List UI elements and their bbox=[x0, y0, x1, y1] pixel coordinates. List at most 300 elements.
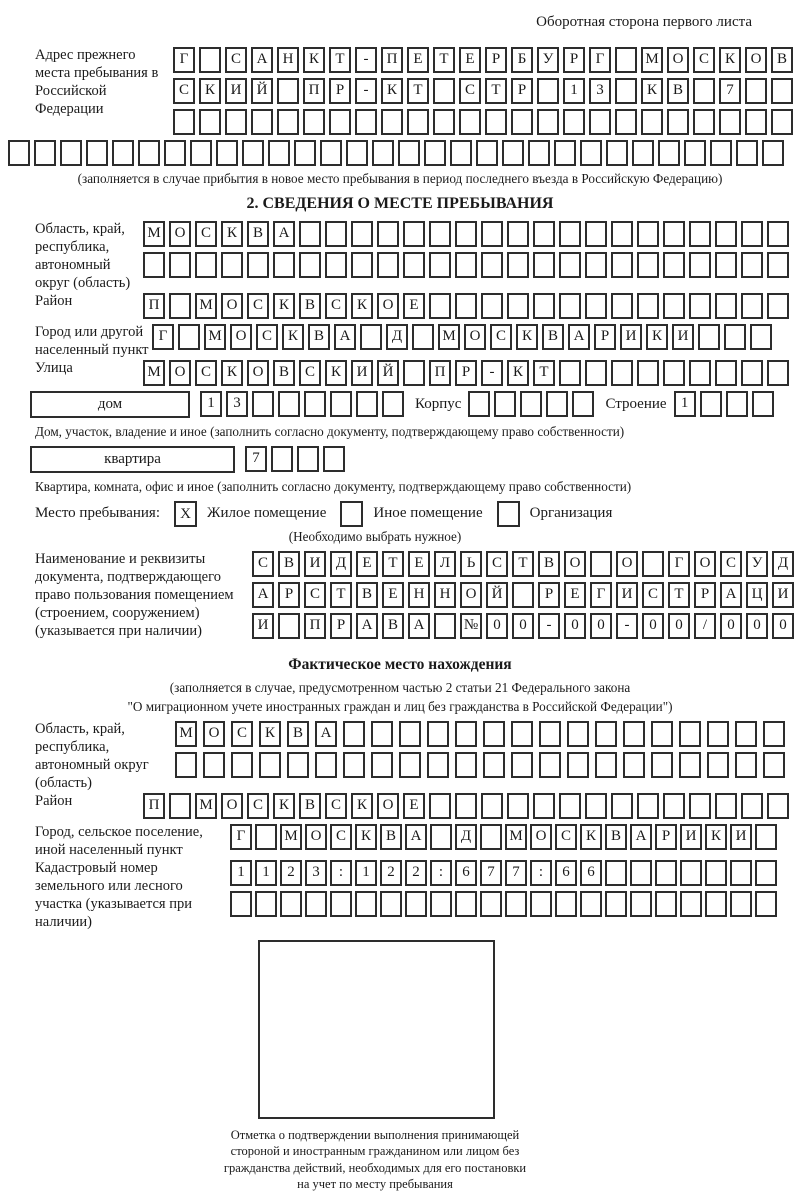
char-box[interactable]: И bbox=[304, 551, 326, 577]
char-box[interactable]: : bbox=[530, 860, 552, 886]
char-box[interactable] bbox=[320, 140, 342, 166]
char-box[interactable] bbox=[280, 891, 302, 917]
char-box[interactable] bbox=[277, 78, 299, 104]
char-box[interactable] bbox=[380, 891, 402, 917]
char-box[interactable]: И bbox=[351, 360, 373, 386]
char-box[interactable] bbox=[169, 293, 191, 319]
char-box[interactable]: Г bbox=[152, 324, 174, 350]
char-box[interactable]: О bbox=[203, 721, 225, 747]
char-box[interactable]: Е bbox=[459, 47, 481, 73]
char-box[interactable]: М bbox=[438, 324, 460, 350]
char-box[interactable]: : bbox=[430, 860, 452, 886]
char-box[interactable]: К bbox=[580, 824, 602, 850]
char-box[interactable]: С bbox=[231, 721, 253, 747]
char-box[interactable]: А bbox=[356, 613, 378, 639]
char-box[interactable]: Е bbox=[403, 793, 425, 819]
char-box[interactable] bbox=[698, 324, 720, 350]
char-box[interactable]: С bbox=[486, 551, 508, 577]
char-box[interactable] bbox=[86, 140, 108, 166]
char-box[interactable] bbox=[719, 109, 741, 135]
char-box[interactable]: В bbox=[605, 824, 627, 850]
char-box[interactable] bbox=[667, 109, 689, 135]
char-box[interactable]: Д bbox=[772, 551, 794, 577]
char-box[interactable]: П bbox=[381, 47, 403, 73]
char-box[interactable] bbox=[231, 752, 253, 778]
char-box[interactable] bbox=[355, 109, 377, 135]
char-box[interactable] bbox=[580, 140, 602, 166]
char-box[interactable] bbox=[494, 391, 516, 417]
char-box[interactable]: С bbox=[225, 47, 247, 73]
char-box[interactable]: Т bbox=[330, 582, 352, 608]
char-box[interactable] bbox=[225, 109, 247, 135]
char-box[interactable] bbox=[755, 891, 777, 917]
char-box[interactable]: О bbox=[745, 47, 767, 73]
char-box[interactable]: Д bbox=[330, 551, 352, 577]
char-box[interactable]: М bbox=[195, 293, 217, 319]
char-box[interactable]: Й bbox=[377, 360, 399, 386]
char-box[interactable] bbox=[679, 752, 701, 778]
char-box[interactable] bbox=[305, 891, 327, 917]
char-box[interactable] bbox=[689, 793, 711, 819]
char-box[interactable] bbox=[590, 551, 612, 577]
char-box[interactable]: О bbox=[221, 293, 243, 319]
char-box[interactable] bbox=[407, 109, 429, 135]
checkbox-residential[interactable]: X bbox=[174, 501, 197, 527]
char-box[interactable] bbox=[412, 324, 434, 350]
char-box[interactable] bbox=[546, 391, 568, 417]
char-box[interactable]: М bbox=[204, 324, 226, 350]
char-box[interactable] bbox=[371, 721, 393, 747]
char-box[interactable] bbox=[481, 793, 503, 819]
char-box[interactable]: 0 bbox=[668, 613, 690, 639]
char-box[interactable] bbox=[595, 752, 617, 778]
char-box[interactable] bbox=[371, 752, 393, 778]
char-box[interactable]: 1 bbox=[674, 391, 696, 417]
char-box[interactable] bbox=[724, 324, 746, 350]
char-box[interactable] bbox=[735, 721, 757, 747]
char-box[interactable]: Т bbox=[512, 551, 534, 577]
char-box[interactable]: А bbox=[273, 221, 295, 247]
char-box[interactable] bbox=[741, 252, 763, 278]
char-box[interactable] bbox=[403, 221, 425, 247]
char-box[interactable]: - bbox=[481, 360, 503, 386]
char-box[interactable]: П bbox=[429, 360, 451, 386]
char-box[interactable] bbox=[399, 721, 421, 747]
char-box[interactable] bbox=[663, 360, 685, 386]
char-box[interactable] bbox=[481, 252, 503, 278]
char-box[interactable]: Г bbox=[668, 551, 690, 577]
char-box[interactable]: В bbox=[299, 793, 321, 819]
char-box[interactable] bbox=[195, 252, 217, 278]
char-box[interactable]: - bbox=[538, 613, 560, 639]
char-box[interactable] bbox=[468, 391, 490, 417]
char-box[interactable]: С bbox=[195, 360, 217, 386]
char-box[interactable] bbox=[429, 252, 451, 278]
char-box[interactable] bbox=[537, 78, 559, 104]
char-box[interactable]: 2 bbox=[280, 860, 302, 886]
char-box[interactable] bbox=[637, 221, 659, 247]
char-box[interactable]: Т bbox=[533, 360, 555, 386]
char-box[interactable] bbox=[637, 360, 659, 386]
char-box[interactable]: А bbox=[720, 582, 742, 608]
char-box[interactable]: 0 bbox=[486, 613, 508, 639]
char-box[interactable]: 1 bbox=[230, 860, 252, 886]
char-box[interactable]: Р bbox=[485, 47, 507, 73]
char-box[interactable]: 1 bbox=[563, 78, 585, 104]
char-box[interactable] bbox=[355, 891, 377, 917]
char-box[interactable] bbox=[679, 721, 701, 747]
char-box[interactable] bbox=[663, 252, 685, 278]
char-box[interactable]: В bbox=[273, 360, 295, 386]
char-box[interactable]: Т bbox=[329, 47, 351, 73]
char-box[interactable]: 0 bbox=[720, 613, 742, 639]
char-box[interactable] bbox=[554, 140, 576, 166]
char-box[interactable]: И bbox=[730, 824, 752, 850]
char-box[interactable]: О bbox=[377, 793, 399, 819]
char-box[interactable] bbox=[630, 891, 652, 917]
char-box[interactable]: 1 bbox=[200, 391, 222, 417]
char-box[interactable] bbox=[203, 752, 225, 778]
char-box[interactable] bbox=[297, 446, 319, 472]
char-box[interactable] bbox=[325, 252, 347, 278]
char-box[interactable]: Р bbox=[655, 824, 677, 850]
char-box[interactable]: 0 bbox=[564, 613, 586, 639]
char-box[interactable] bbox=[273, 252, 295, 278]
char-box[interactable]: С bbox=[247, 293, 269, 319]
char-box[interactable] bbox=[689, 221, 711, 247]
char-box[interactable] bbox=[705, 891, 727, 917]
char-box[interactable]: Р bbox=[594, 324, 616, 350]
char-box[interactable] bbox=[169, 252, 191, 278]
char-box[interactable]: К bbox=[516, 324, 538, 350]
char-box[interactable] bbox=[429, 221, 451, 247]
char-box[interactable] bbox=[611, 252, 633, 278]
char-box[interactable]: В bbox=[356, 582, 378, 608]
char-box[interactable] bbox=[736, 140, 758, 166]
char-box[interactable] bbox=[680, 891, 702, 917]
char-box[interactable]: Е bbox=[403, 293, 425, 319]
char-box[interactable] bbox=[330, 891, 352, 917]
char-box[interactable] bbox=[330, 391, 352, 417]
char-box[interactable]: М bbox=[641, 47, 663, 73]
char-box[interactable] bbox=[221, 252, 243, 278]
char-box[interactable]: К bbox=[221, 360, 243, 386]
char-box[interactable]: С bbox=[459, 78, 481, 104]
char-box[interactable] bbox=[403, 360, 425, 386]
char-box[interactable] bbox=[247, 252, 269, 278]
char-box[interactable] bbox=[112, 140, 134, 166]
char-box[interactable]: 0 bbox=[512, 613, 534, 639]
char-box[interactable] bbox=[175, 752, 197, 778]
char-box[interactable] bbox=[615, 78, 637, 104]
char-box[interactable]: И bbox=[680, 824, 702, 850]
char-box[interactable]: А bbox=[568, 324, 590, 350]
char-box[interactable] bbox=[715, 360, 737, 386]
char-box[interactable] bbox=[507, 252, 529, 278]
char-box[interactable] bbox=[502, 140, 524, 166]
char-box[interactable]: А bbox=[630, 824, 652, 850]
char-box[interactable] bbox=[689, 360, 711, 386]
char-box[interactable]: 3 bbox=[226, 391, 248, 417]
char-box[interactable]: М bbox=[280, 824, 302, 850]
char-box[interactable]: С bbox=[720, 551, 742, 577]
char-box[interactable] bbox=[377, 252, 399, 278]
char-box[interactable]: 0 bbox=[746, 613, 768, 639]
char-box[interactable]: В bbox=[308, 324, 330, 350]
char-box[interactable] bbox=[169, 793, 191, 819]
char-box[interactable] bbox=[658, 140, 680, 166]
char-box[interactable]: Е bbox=[408, 551, 430, 577]
char-box[interactable]: Т bbox=[433, 47, 455, 73]
char-box[interactable]: Т bbox=[382, 551, 404, 577]
char-box[interactable]: С bbox=[325, 793, 347, 819]
char-box[interactable] bbox=[605, 860, 627, 886]
char-box[interactable] bbox=[623, 721, 645, 747]
char-box[interactable] bbox=[741, 221, 763, 247]
char-box[interactable]: Т bbox=[668, 582, 690, 608]
char-box[interactable] bbox=[481, 221, 503, 247]
char-box[interactable]: Е bbox=[356, 551, 378, 577]
char-box[interactable] bbox=[372, 140, 394, 166]
char-box[interactable]: К bbox=[705, 824, 727, 850]
char-box[interactable] bbox=[750, 324, 772, 350]
char-box[interactable]: К bbox=[325, 360, 347, 386]
char-box[interactable] bbox=[259, 752, 281, 778]
char-box[interactable] bbox=[559, 252, 581, 278]
char-box[interactable]: С bbox=[555, 824, 577, 850]
char-box[interactable] bbox=[399, 752, 421, 778]
char-box[interactable]: К bbox=[273, 793, 295, 819]
char-box[interactable] bbox=[745, 109, 767, 135]
char-box[interactable] bbox=[663, 221, 685, 247]
char-box[interactable] bbox=[138, 140, 160, 166]
char-box[interactable]: 0 bbox=[772, 613, 794, 639]
char-box[interactable]: К bbox=[719, 47, 741, 73]
char-box[interactable] bbox=[455, 221, 477, 247]
char-box[interactable] bbox=[398, 140, 420, 166]
char-box[interactable]: С bbox=[173, 78, 195, 104]
char-box[interactable]: Т bbox=[485, 78, 507, 104]
char-box[interactable] bbox=[528, 140, 550, 166]
char-box[interactable]: С bbox=[247, 793, 269, 819]
char-box[interactable] bbox=[611, 293, 633, 319]
char-box[interactable] bbox=[651, 752, 673, 778]
char-box[interactable]: К bbox=[355, 824, 377, 850]
char-box[interactable]: В bbox=[380, 824, 402, 850]
char-box[interactable]: С bbox=[299, 360, 321, 386]
char-box[interactable] bbox=[199, 47, 221, 73]
char-box[interactable] bbox=[382, 391, 404, 417]
char-box[interactable]: И bbox=[772, 582, 794, 608]
char-box[interactable]: О bbox=[460, 582, 482, 608]
char-box[interactable] bbox=[190, 140, 212, 166]
char-box[interactable] bbox=[329, 109, 351, 135]
char-box[interactable] bbox=[143, 252, 165, 278]
char-box[interactable] bbox=[512, 582, 534, 608]
char-box[interactable] bbox=[455, 252, 477, 278]
char-box[interactable] bbox=[637, 293, 659, 319]
char-box[interactable] bbox=[693, 109, 715, 135]
char-box[interactable] bbox=[299, 252, 321, 278]
char-box[interactable] bbox=[595, 721, 617, 747]
char-box[interactable]: С bbox=[330, 824, 352, 850]
char-box[interactable] bbox=[299, 221, 321, 247]
char-box[interactable] bbox=[715, 252, 737, 278]
char-box[interactable] bbox=[277, 109, 299, 135]
char-box[interactable]: А bbox=[315, 721, 337, 747]
char-box[interactable]: В bbox=[299, 293, 321, 319]
char-box[interactable]: П bbox=[143, 793, 165, 819]
char-box[interactable]: В bbox=[278, 551, 300, 577]
char-box[interactable]: И bbox=[616, 582, 638, 608]
char-box[interactable]: - bbox=[355, 47, 377, 73]
char-box[interactable]: П bbox=[303, 78, 325, 104]
char-box[interactable]: П bbox=[143, 293, 165, 319]
char-box[interactable] bbox=[381, 109, 403, 135]
char-box[interactable] bbox=[615, 47, 637, 73]
char-box[interactable]: С bbox=[304, 582, 326, 608]
char-box[interactable] bbox=[520, 391, 542, 417]
char-box[interactable]: С bbox=[252, 551, 274, 577]
char-box[interactable]: О bbox=[169, 221, 191, 247]
char-box[interactable] bbox=[356, 391, 378, 417]
char-box[interactable] bbox=[663, 793, 685, 819]
char-box[interactable] bbox=[405, 891, 427, 917]
char-box[interactable] bbox=[533, 293, 555, 319]
char-box[interactable]: Т bbox=[407, 78, 429, 104]
char-box[interactable] bbox=[173, 109, 195, 135]
char-box[interactable] bbox=[455, 293, 477, 319]
char-box[interactable] bbox=[507, 221, 529, 247]
char-box[interactable] bbox=[767, 293, 789, 319]
char-box[interactable] bbox=[433, 78, 455, 104]
char-box[interactable]: О bbox=[616, 551, 638, 577]
char-box[interactable]: Г bbox=[173, 47, 195, 73]
char-box[interactable] bbox=[651, 721, 673, 747]
char-box[interactable] bbox=[325, 221, 347, 247]
char-box[interactable] bbox=[429, 293, 451, 319]
char-box[interactable] bbox=[771, 78, 793, 104]
char-box[interactable] bbox=[741, 793, 763, 819]
char-box[interactable]: Й bbox=[251, 78, 273, 104]
char-box[interactable] bbox=[642, 551, 664, 577]
char-box[interactable]: М bbox=[175, 721, 197, 747]
char-box[interactable] bbox=[715, 221, 737, 247]
char-box[interactable]: К bbox=[646, 324, 668, 350]
char-box[interactable] bbox=[585, 252, 607, 278]
char-box[interactable] bbox=[483, 721, 505, 747]
char-box[interactable] bbox=[268, 140, 290, 166]
char-box[interactable] bbox=[505, 891, 527, 917]
char-box[interactable]: М bbox=[143, 360, 165, 386]
char-box[interactable] bbox=[433, 109, 455, 135]
char-box[interactable]: Г bbox=[590, 582, 612, 608]
char-box[interactable] bbox=[476, 140, 498, 166]
char-box[interactable] bbox=[315, 752, 337, 778]
char-box[interactable]: С bbox=[693, 47, 715, 73]
char-box[interactable]: А bbox=[334, 324, 356, 350]
char-box[interactable] bbox=[585, 793, 607, 819]
char-box[interactable] bbox=[730, 891, 752, 917]
char-box[interactable] bbox=[559, 293, 581, 319]
char-box[interactable]: 7 bbox=[245, 446, 267, 472]
char-box[interactable]: К bbox=[259, 721, 281, 747]
char-box[interactable] bbox=[252, 391, 274, 417]
char-box[interactable]: К bbox=[273, 293, 295, 319]
char-box[interactable]: В bbox=[247, 221, 269, 247]
char-box[interactable]: Р bbox=[511, 78, 533, 104]
char-box[interactable] bbox=[242, 140, 264, 166]
char-box[interactable]: И bbox=[672, 324, 694, 350]
char-box[interactable] bbox=[559, 360, 581, 386]
char-box[interactable] bbox=[360, 324, 382, 350]
char-box[interactable]: Б bbox=[511, 47, 533, 73]
char-box[interactable] bbox=[434, 613, 456, 639]
char-box[interactable] bbox=[450, 140, 472, 166]
char-box[interactable]: В bbox=[771, 47, 793, 73]
char-box[interactable]: Н bbox=[277, 47, 299, 73]
char-box[interactable]: О bbox=[667, 47, 689, 73]
char-box[interactable] bbox=[294, 140, 316, 166]
char-box[interactable]: К bbox=[381, 78, 403, 104]
char-box[interactable]: Р bbox=[538, 582, 560, 608]
char-box[interactable] bbox=[287, 752, 309, 778]
char-box[interactable]: 6 bbox=[580, 860, 602, 886]
char-box[interactable] bbox=[605, 891, 627, 917]
char-box[interactable]: 7 bbox=[719, 78, 741, 104]
char-box[interactable] bbox=[530, 891, 552, 917]
char-box[interactable]: О bbox=[169, 360, 191, 386]
char-box[interactable] bbox=[684, 140, 706, 166]
char-box[interactable] bbox=[730, 860, 752, 886]
char-box[interactable]: У bbox=[746, 551, 768, 577]
char-box[interactable] bbox=[429, 793, 451, 819]
char-box[interactable]: : bbox=[330, 860, 352, 886]
char-box[interactable]: В bbox=[287, 721, 309, 747]
char-box[interactable] bbox=[655, 891, 677, 917]
char-box[interactable] bbox=[539, 721, 561, 747]
char-box[interactable] bbox=[735, 752, 757, 778]
char-box[interactable] bbox=[427, 721, 449, 747]
char-box[interactable]: 0 bbox=[590, 613, 612, 639]
char-box[interactable]: А bbox=[252, 582, 274, 608]
char-box[interactable]: К bbox=[351, 793, 373, 819]
char-box[interactable] bbox=[771, 109, 793, 135]
char-box[interactable] bbox=[572, 391, 594, 417]
char-box[interactable] bbox=[507, 293, 529, 319]
char-box[interactable] bbox=[507, 793, 529, 819]
char-box[interactable]: / bbox=[694, 613, 716, 639]
char-box[interactable] bbox=[555, 891, 577, 917]
char-box[interactable] bbox=[343, 721, 365, 747]
char-box[interactable] bbox=[611, 793, 633, 819]
char-box[interactable]: 3 bbox=[589, 78, 611, 104]
char-box[interactable]: 2 bbox=[380, 860, 402, 886]
char-box[interactable] bbox=[637, 252, 659, 278]
char-box[interactable]: Н bbox=[408, 582, 430, 608]
char-box[interactable]: А bbox=[408, 613, 430, 639]
char-box[interactable]: Ц bbox=[746, 582, 768, 608]
char-box[interactable] bbox=[637, 793, 659, 819]
char-box[interactable]: Р bbox=[330, 613, 352, 639]
char-box[interactable]: 1 bbox=[255, 860, 277, 886]
char-box[interactable]: О bbox=[305, 824, 327, 850]
char-box[interactable]: К bbox=[303, 47, 325, 73]
char-box[interactable] bbox=[427, 752, 449, 778]
char-box[interactable] bbox=[216, 140, 238, 166]
char-box[interactable] bbox=[539, 752, 561, 778]
char-box[interactable] bbox=[430, 891, 452, 917]
